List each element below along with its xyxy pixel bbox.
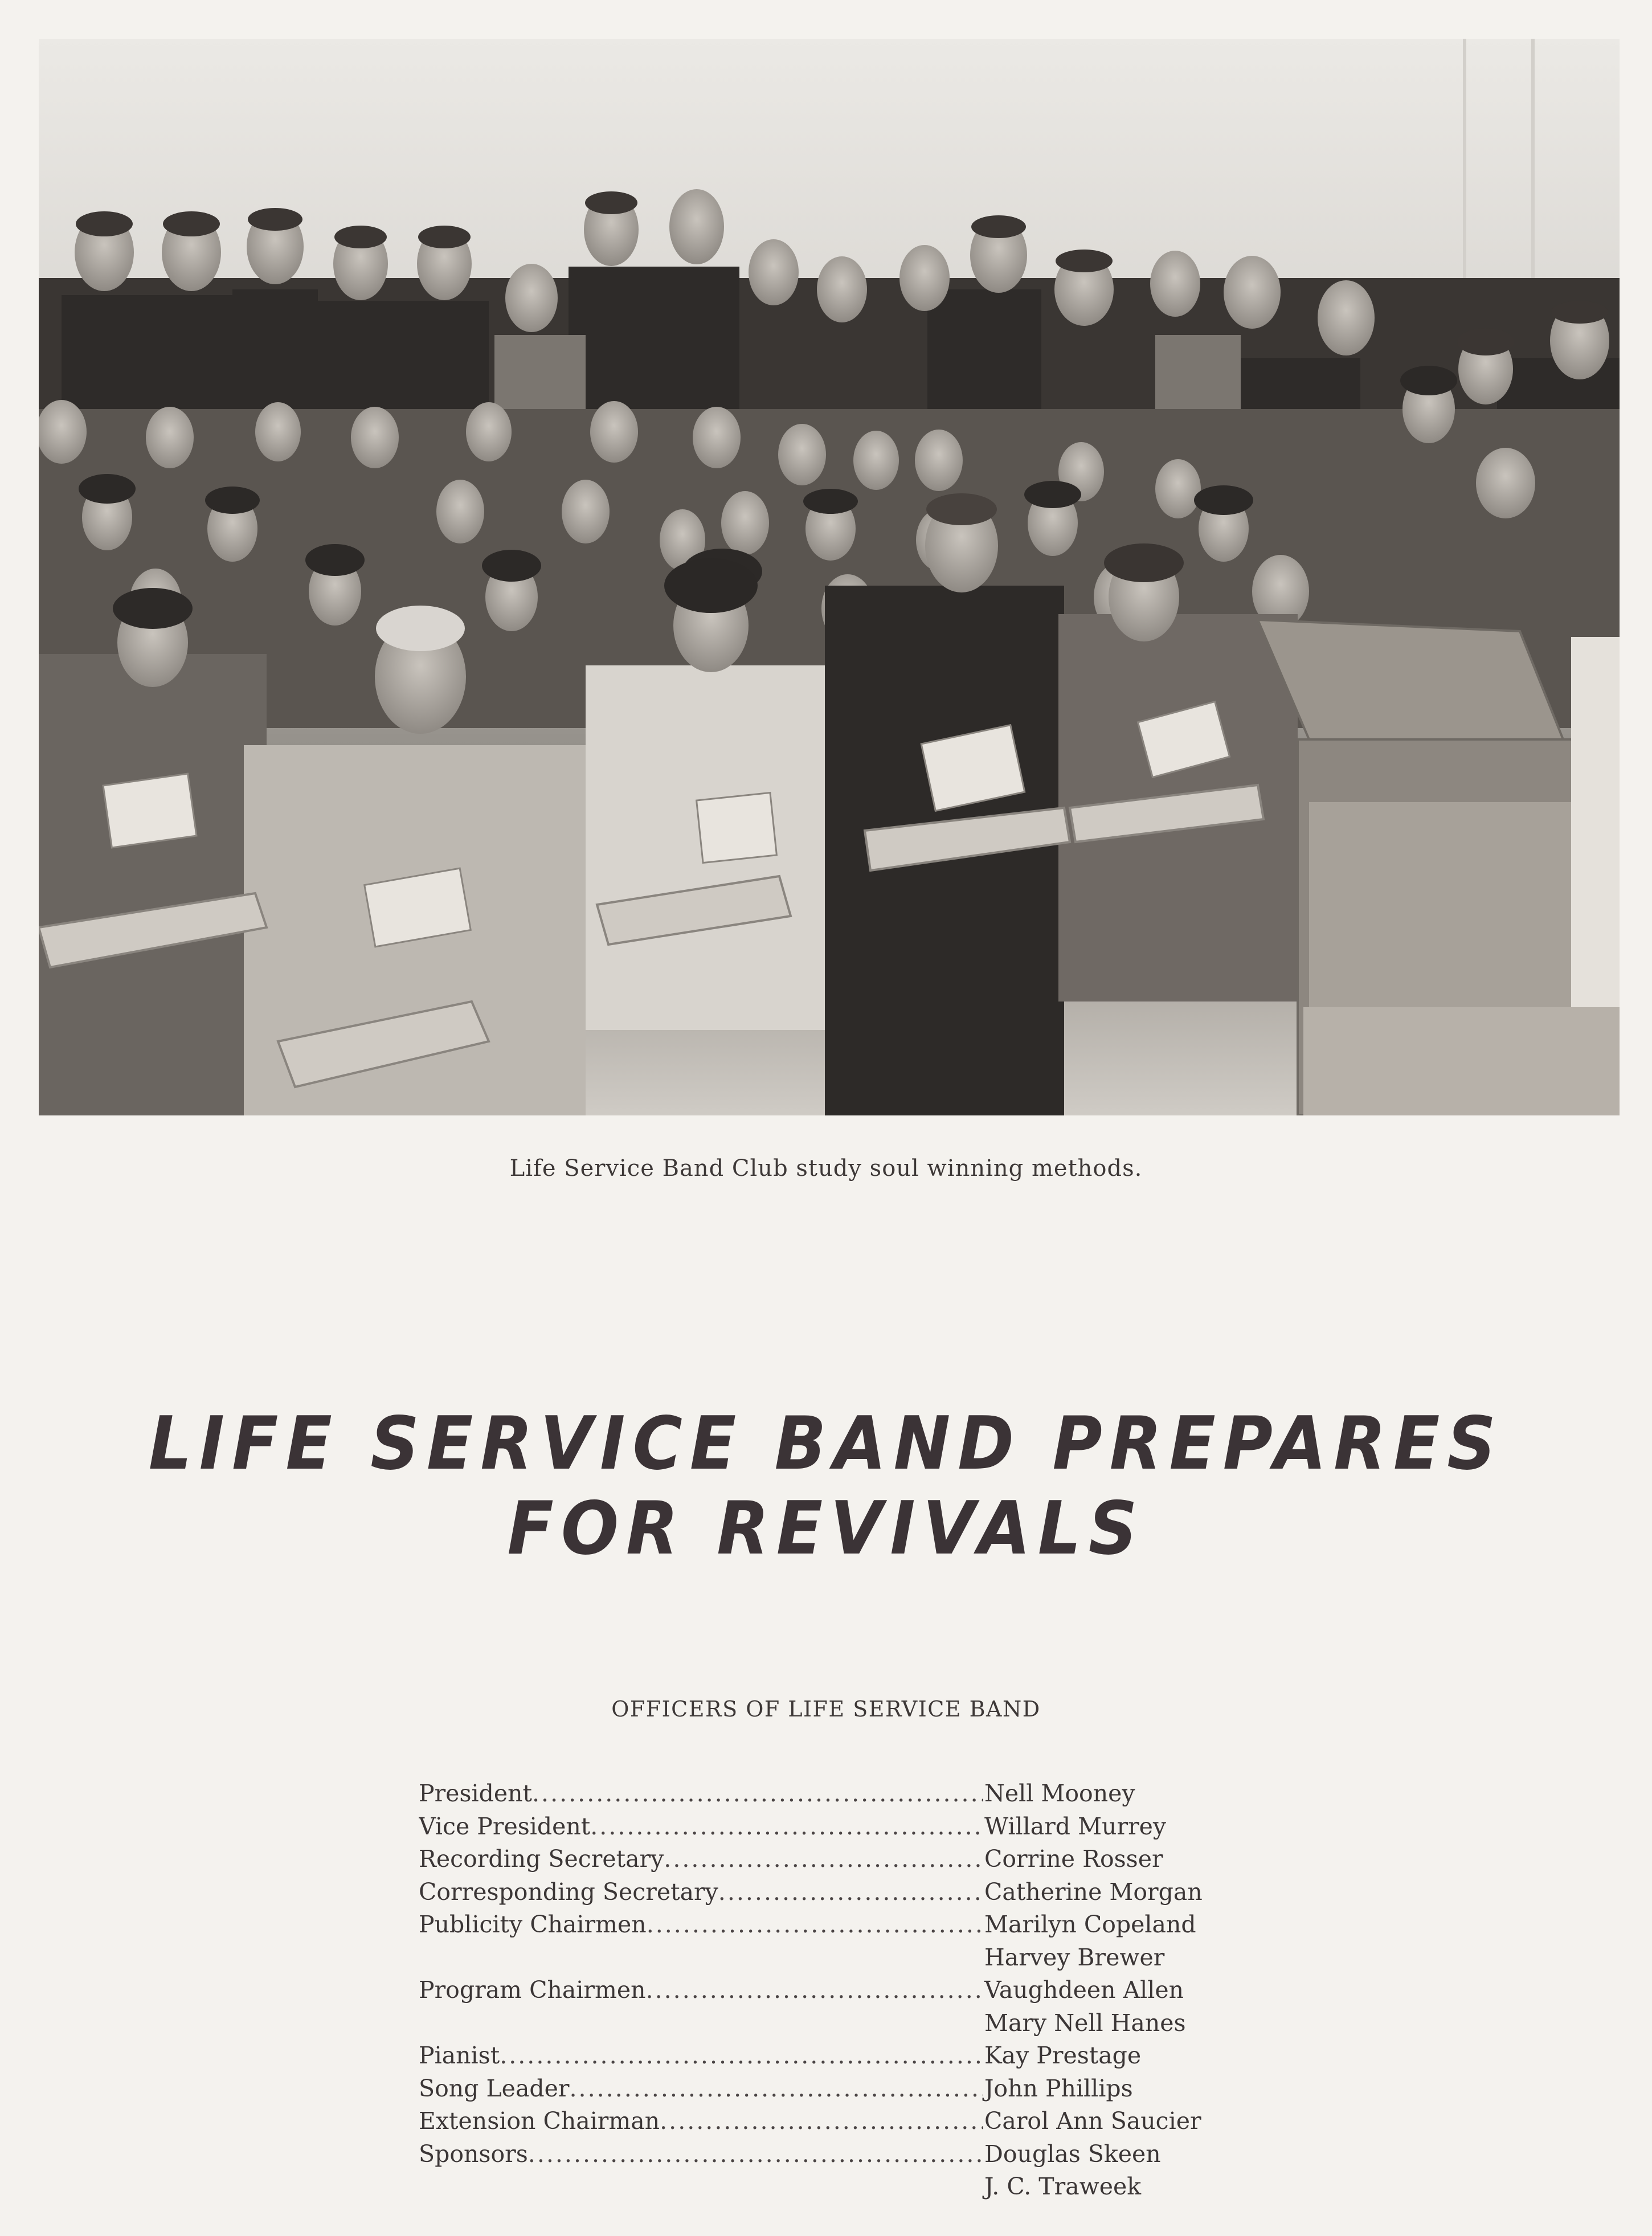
officer-row — [419, 1974, 1273, 2007]
officer-role: Program Chairmen — [419, 1976, 646, 2004]
officer-role: Song Leader — [419, 2074, 570, 2102]
officer-name: Willard Murrey — [984, 1812, 1167, 1840]
officer-row — [419, 1843, 1273, 1876]
officer-row — [419, 2007, 1273, 2040]
officer-name: Douglas Skeen — [984, 2140, 1161, 2168]
officer-role: Vice President — [419, 1812, 591, 1840]
photo-caption: Life Service Band Club study soul winning methods. — [509, 1155, 1143, 1182]
officer-role: Sponsors — [419, 2140, 528, 2168]
officer-row — [419, 1810, 1273, 1843]
page-headline: LIFE SERVICE BAND PREPARES FOR REVIVALS — [148, 1401, 1504, 1571]
officer-name: Mary Nell Hanes — [984, 2009, 1186, 2037]
officer-row — [419, 2039, 1273, 2073]
leader-dots — [647, 1908, 983, 1941]
officer-name: Marilyn Copeland — [984, 1911, 1196, 1938]
officer-role: Pianist — [419, 2042, 500, 2069]
officer-row — [419, 2138, 1273, 2171]
leader-dots — [646, 1974, 983, 2007]
leader-dots — [718, 1876, 983, 1909]
officer-name: Nell Mooney — [984, 1780, 1135, 1807]
officer-row — [419, 1941, 1273, 1975]
officer-name: J. C. Traweek — [984, 2173, 1142, 2200]
officer-role: Publicity Chairmen — [419, 1911, 647, 1938]
leader-dots — [664, 1843, 983, 1876]
officer-name: Kay Prestage — [984, 2042, 1142, 2069]
officer-name: Vaughdeen Allen — [984, 1976, 1184, 2004]
officer-row — [419, 1777, 1273, 1810]
leader-dots — [528, 2138, 983, 2171]
leader-dots — [660, 2105, 983, 2138]
officer-name: Harvey Brewer — [984, 1943, 1165, 1971]
officer-role: Recording Secretary — [419, 1845, 664, 1873]
officer-role: President — [419, 1780, 532, 1807]
officer-row — [419, 2170, 1273, 2204]
officer-role: Extension Chairman — [419, 2107, 660, 2135]
leader-dots — [532, 1777, 983, 1810]
officer-name: John Phillips — [984, 2074, 1133, 2102]
officers-list — [419, 1777, 1273, 2204]
officer-row — [419, 2073, 1273, 2106]
leader-dots — [500, 2039, 983, 2073]
officer-name: Carol Ann Saucier — [984, 2107, 1201, 2135]
officers-title: OFFICERS OF LIFE SERVICE BAND — [611, 1697, 1041, 1722]
leader-dots — [590, 1810, 983, 1843]
officer-row — [419, 2105, 1273, 2138]
group-photo-icon — [39, 39, 1620, 1115]
leader-dots — [570, 2073, 984, 2106]
officer-row — [419, 1908, 1273, 1941]
officer-role: Corresponding Secretary — [419, 1878, 718, 1906]
group-photo — [39, 39, 1620, 1115]
officer-name: Catherine Morgan — [984, 1878, 1203, 1906]
officer-name: Corrine Rosser — [984, 1845, 1163, 1873]
officer-row — [419, 1876, 1273, 1909]
